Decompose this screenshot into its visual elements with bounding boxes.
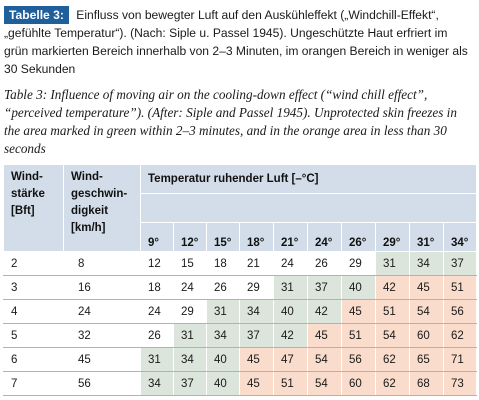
cell-perceived-temp: 45 (240, 372, 274, 396)
cell-perceived-temp: 24 (274, 252, 308, 276)
cell-perceived-temp: 15 (174, 252, 207, 276)
cell-perceived-temp: 51 (444, 276, 477, 300)
table-header (4, 165, 477, 252)
table-row (4, 252, 477, 276)
cell-bft: 7 (4, 372, 64, 396)
cell-perceived-temp: 47 (274, 348, 308, 372)
cell-perceived-temp: 29 (240, 276, 274, 300)
table-row (4, 324, 477, 348)
header-wind-speed-line: Wind- (71, 171, 103, 183)
cell-perceived-temp: 42 (376, 276, 410, 300)
cell-perceived-temp: 62 (376, 372, 410, 396)
header-temp-col: 12° (174, 223, 207, 252)
table-row (4, 300, 477, 324)
cell-bft: 4 (4, 300, 64, 324)
cell-perceived-temp: 51 (376, 300, 410, 324)
cell-perceived-temp: 31 (274, 276, 308, 300)
cell-bft: 3 (4, 276, 64, 300)
cell-kmh: 56 (64, 372, 141, 396)
cell-perceived-temp: 34 (240, 300, 274, 324)
cell-perceived-temp: 54 (308, 348, 342, 372)
cell-kmh: 45 (64, 348, 141, 372)
header-wind-force-line: stärke (11, 188, 45, 200)
cell-perceived-temp: 31 (376, 252, 410, 276)
cell-perceived-temp: 54 (308, 372, 342, 396)
cell-perceived-temp: 54 (410, 300, 444, 324)
cell-perceived-temp: 40 (207, 372, 240, 396)
cell-perceived-temp: 71 (444, 348, 477, 372)
cell-perceived-temp: 62 (376, 348, 410, 372)
header-wind-speed-line: digkeit (71, 205, 109, 217)
cell-perceived-temp: 56 (342, 348, 376, 372)
cell-perceived-temp: 54 (376, 324, 410, 348)
header-wind-speed-line: [km/h] (71, 222, 106, 234)
cell-perceived-temp: 34 (174, 348, 207, 372)
header-spacer (141, 194, 477, 223)
caption-german (4, 6, 474, 78)
cell-perceived-temp: 18 (207, 252, 240, 276)
cell-perceived-temp: 51 (342, 324, 376, 348)
table-row (4, 348, 477, 372)
cell-perceived-temp: 37 (308, 276, 342, 300)
cell-kmh: 8 (64, 252, 141, 276)
cell-perceived-temp: 40 (342, 276, 376, 300)
cell-perceived-temp: 26 (141, 324, 174, 348)
cell-perceived-temp: 31 (174, 324, 207, 348)
cell-kmh: 16 (64, 276, 141, 300)
cell-perceived-temp: 37 (174, 372, 207, 396)
cell-perceived-temp: 65 (410, 348, 444, 372)
cell-perceived-temp: 56 (444, 300, 477, 324)
cell-perceived-temp: 37 (240, 324, 274, 348)
cell-perceived-temp: 31 (207, 300, 240, 324)
header-temperature: Temperatur ruhender Luft [–°C] (141, 165, 477, 194)
caption-german-text: Einfluss von bewegter Luft auf den Auskühleffekt („Windchill-Effekt“, „gefühlte Temperatur“). (Nach: Siple u. Passel 1945). Ungeschützte Haut erfriert im grün markierten Bereich innerhalb von 2–3 Minuten, im orangen Bereich in weniger als 30 Sekunden (4, 8, 468, 76)
cell-perceived-temp: 31 (141, 348, 174, 372)
cell-perceived-temp: 18 (141, 276, 174, 300)
cell-perceived-temp: 26 (207, 276, 240, 300)
windchill-table (3, 164, 477, 396)
cell-perceived-temp: 62 (444, 324, 477, 348)
table-body (4, 252, 477, 396)
table-row (4, 372, 477, 396)
header-temp-col: 15° (207, 223, 240, 252)
header-temp-col: 24° (308, 223, 342, 252)
cell-perceived-temp: 29 (174, 300, 207, 324)
cell-perceived-temp: 60 (410, 324, 444, 348)
cell-perceived-temp: 26 (308, 252, 342, 276)
cell-perceived-temp: 24 (141, 300, 174, 324)
cell-bft: 2 (4, 252, 64, 276)
cell-kmh: 24 (64, 300, 141, 324)
header-temp-col: 29° (376, 223, 410, 252)
header-temp-col: 18° (240, 223, 274, 252)
header-wind-force-line: [Bft] (11, 205, 35, 217)
cell-bft: 6 (4, 348, 64, 372)
cell-perceived-temp: 45 (308, 324, 342, 348)
header-temp-col: 21° (274, 223, 308, 252)
header-temp-col: 9° (141, 223, 174, 252)
cell-perceived-temp: 37 (444, 252, 477, 276)
cell-perceived-temp: 51 (274, 372, 308, 396)
cell-perceived-temp: 12 (141, 252, 174, 276)
header-wind-force (4, 165, 64, 252)
cell-perceived-temp: 21 (240, 252, 274, 276)
cell-perceived-temp: 42 (308, 300, 342, 324)
header-temp-col: 26° (342, 223, 376, 252)
cell-perceived-temp: 34 (410, 252, 444, 276)
cell-perceived-temp: 34 (141, 372, 174, 396)
cell-perceived-temp: 40 (274, 300, 308, 324)
cell-bft: 5 (4, 324, 64, 348)
cell-perceived-temp: 40 (207, 348, 240, 372)
header-wind-speed-line: geschwin- (71, 188, 128, 200)
header-wind-force-line: Wind- (11, 171, 43, 183)
header-wind-speed (64, 165, 141, 252)
cell-perceived-temp: 68 (410, 372, 444, 396)
cell-kmh: 32 (64, 324, 141, 348)
cell-perceived-temp: 34 (207, 324, 240, 348)
cell-perceived-temp: 73 (444, 372, 477, 396)
table-label-badge: Tabelle 3: (4, 6, 69, 24)
cell-perceived-temp: 60 (342, 372, 376, 396)
cell-perceived-temp: 24 (174, 276, 207, 300)
caption-english: Table 3: Influence of moving air on the cooling-down effect (“wind chill effect”, “perceived temperature”). (After: Siple and Passel 1945). Unprotected skin freezes in the area marked in green within 2–3 minutes, and in the orange area in less than 30 seconds (4, 87, 457, 156)
cell-perceived-temp: 45 (240, 348, 274, 372)
header-temp-col: 31° (410, 223, 444, 252)
header-temp-col: 34° (444, 223, 477, 252)
cell-perceived-temp: 45 (410, 276, 444, 300)
table-row (4, 276, 477, 300)
cell-perceived-temp: 45 (342, 300, 376, 324)
cell-perceived-temp: 42 (274, 324, 308, 348)
cell-perceived-temp: 29 (342, 252, 376, 276)
